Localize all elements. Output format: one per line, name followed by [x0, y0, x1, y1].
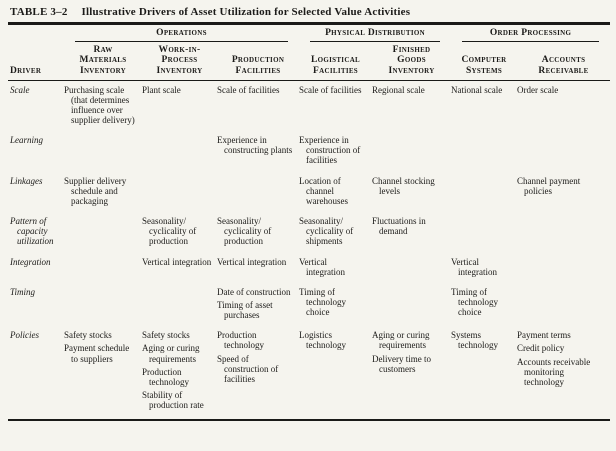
table-cell	[372, 172, 451, 212]
table-cell	[517, 131, 610, 171]
table-cell	[142, 80, 217, 131]
table-cell	[217, 131, 299, 171]
table-cell	[451, 212, 517, 252]
cell-text: Timing of technology choice	[451, 286, 499, 318]
column-header-computer-systems	[451, 42, 517, 80]
cell-text: Timing of asset purchases	[217, 300, 273, 321]
group-header-row	[8, 25, 610, 42]
group-header-label: Order Processing	[462, 25, 599, 42]
group-header-operations	[64, 25, 299, 42]
cell-text: Order scale	[517, 84, 559, 95]
cell-text: Experience in construction of facilities	[299, 135, 361, 166]
driver-cell	[8, 131, 64, 171]
column-header-line: Production	[231, 55, 285, 66]
cell-text: Stability of production rate	[142, 390, 204, 411]
table-cell	[299, 172, 372, 212]
table-cell	[142, 212, 217, 252]
column-header-line: Accounts	[541, 55, 586, 66]
table-cell	[64, 172, 142, 212]
column-header-line: Finished	[392, 44, 431, 55]
driver-cell	[8, 283, 64, 326]
cell-text: Vertical integration	[451, 256, 498, 277]
cell-text: Systems technology	[451, 330, 499, 351]
column-header-line: Inventory	[156, 65, 203, 76]
cell-text: Seasonality/ cyclicality of shipments	[299, 216, 354, 247]
table-cell	[451, 131, 517, 171]
table-cell	[64, 283, 142, 326]
cell-text: Production technology	[142, 366, 189, 387]
column-header-line: Inventory	[388, 65, 435, 76]
column-header-line: Receivable	[538, 65, 589, 76]
column-header-line: Work-in-	[158, 44, 201, 55]
table-body	[8, 80, 610, 420]
driver-cell	[8, 172, 64, 212]
driver-label: Integration	[10, 256, 51, 267]
table-cell	[517, 212, 610, 252]
cell-text: Logistics technology	[299, 330, 347, 351]
drivers-table	[8, 25, 610, 421]
table-cell	[299, 212, 372, 252]
column-header-line: Facilities	[235, 65, 281, 76]
cell-text: Plant scale	[142, 84, 181, 95]
table-cell	[217, 326, 299, 420]
table-cell	[299, 326, 372, 420]
driver-label: Linkages	[10, 175, 43, 186]
cell-text: Location of channel warehouses	[299, 175, 349, 206]
column-header-row	[8, 42, 610, 80]
table-cell	[372, 283, 451, 326]
table-cell	[372, 326, 451, 420]
table-cell	[142, 172, 217, 212]
table-cell	[64, 80, 142, 131]
column-header-finished-goods-inventory	[372, 42, 451, 80]
cell-text: Supplier delivery schedule and packaging	[64, 175, 127, 206]
column-header-line: Process	[161, 55, 198, 66]
table-cell	[451, 283, 517, 326]
driver-label: Pattern of capacity utilization	[10, 216, 54, 247]
table-cell	[517, 172, 610, 212]
cell-text: Vertical integration	[217, 256, 287, 267]
column-header-line: Computer	[461, 55, 507, 66]
table-row-scale	[8, 80, 610, 131]
column-header-work-in-process-inventory	[142, 42, 217, 80]
table-cell	[517, 326, 610, 420]
table-cell	[64, 253, 142, 283]
group-header-label: Physical Distribution	[310, 25, 440, 42]
cell-text: Delivery time to customers	[372, 353, 431, 374]
table-cell	[451, 326, 517, 420]
cell-text: Production technology	[217, 330, 264, 351]
table-cell	[299, 283, 372, 326]
column-header-line: Goods	[397, 55, 426, 66]
column-header-line: Materials	[79, 55, 127, 66]
table-cell	[142, 253, 217, 283]
table-row-policies	[8, 326, 610, 420]
driver-cell	[8, 212, 64, 252]
driver-label: Timing	[10, 286, 36, 297]
table-cell	[217, 172, 299, 212]
cell-text: Scale of facilities	[299, 84, 362, 95]
table-cell	[142, 326, 217, 420]
table-cell	[217, 253, 299, 283]
column-header-line: Inventory	[79, 65, 127, 76]
cell-text: Vertical integration	[299, 256, 346, 277]
group-header-label: Operations	[75, 25, 288, 42]
driver-label: Policies	[10, 330, 39, 341]
column-header-logistical-facilities	[299, 42, 372, 80]
table-cell	[217, 80, 299, 131]
table-cell	[64, 326, 142, 420]
column-header-raw-materials-inventory	[64, 42, 142, 80]
table-cell	[217, 283, 299, 326]
table-cell	[517, 253, 610, 283]
cell-text: Regional scale	[372, 84, 425, 95]
cell-text: Fluctuations in demand	[372, 216, 426, 237]
table-cell	[299, 80, 372, 131]
cell-text: Vertical integration	[142, 256, 212, 267]
group-header-corner	[8, 25, 64, 42]
column-header-line: Facilities	[313, 65, 359, 76]
table-cell	[142, 131, 217, 171]
table-cell	[299, 131, 372, 171]
cell-text: Payment terms	[517, 330, 571, 341]
cell-text: National scale	[451, 84, 503, 95]
cell-text: Aging or curing requirements	[372, 330, 430, 351]
cell-text: Aging or curing requirements	[142, 343, 200, 364]
cell-text: Speed of construction of facilities	[217, 353, 279, 384]
table-row-timing	[8, 283, 610, 326]
table-cell	[299, 253, 372, 283]
table-cell	[372, 131, 451, 171]
cell-text: Safety stocks	[64, 330, 112, 341]
table-cell	[451, 172, 517, 212]
driver-cell	[8, 326, 64, 420]
group-header-order-processing	[451, 25, 610, 42]
table-cell	[451, 80, 517, 131]
cell-text: Channel stocking levels	[372, 175, 435, 196]
table-row-pattern-of-capacity-utilization	[8, 212, 610, 252]
cell-text: Accounts receivable monitoring technology	[517, 356, 591, 387]
driver-cell	[8, 253, 64, 283]
table-cell	[517, 283, 610, 326]
page-title	[8, 3, 610, 25]
table-cell	[142, 283, 217, 326]
table-row-integration	[8, 253, 610, 283]
cell-text: Scale of facilities	[217, 84, 280, 95]
cell-text: Experience in constructing plants	[217, 135, 293, 156]
column-header-production-facilities	[217, 42, 299, 80]
table-number-label: TABLE 3–2	[10, 6, 68, 18]
table-row-linkages	[8, 172, 610, 212]
table-cell	[517, 80, 610, 131]
driver-label: Learning	[10, 135, 44, 146]
column-header-accounts-receivable	[517, 42, 610, 80]
column-header-line: Systems	[465, 65, 503, 76]
cell-text: Payment schedule to suppliers	[64, 343, 130, 364]
cell-text: Purchasing scale (that determines influence over supplier delivery)	[64, 84, 135, 125]
table-cell	[64, 131, 142, 171]
driver-column-header: Driver	[8, 42, 64, 80]
cell-text: Safety stocks	[142, 330, 190, 341]
table-cell	[372, 253, 451, 283]
group-header-physical-distribution	[299, 25, 451, 42]
cell-text: Seasonality/ cyclicality of production	[142, 216, 197, 247]
table-cell	[372, 212, 451, 252]
table-cell	[372, 80, 451, 131]
cell-text: Seasonality/ cyclicality of production	[217, 216, 272, 247]
table-title-text: Illustrative Drivers of Asset Utilization for Selected Value Activities	[81, 6, 411, 18]
cell-text: Credit policy	[517, 343, 565, 354]
column-header-line: Raw	[93, 44, 113, 55]
cell-text: Channel payment policies	[517, 175, 581, 196]
table-cell	[451, 253, 517, 283]
table-cell	[217, 212, 299, 252]
cell-text: Timing of technology choice	[299, 286, 347, 318]
cell-text: Date of construction	[217, 286, 291, 297]
table-cell	[64, 212, 142, 252]
driver-cell	[8, 80, 64, 131]
driver-label: Scale	[10, 84, 30, 95]
column-header-line: Logistical	[311, 55, 361, 66]
table-row-learning	[8, 131, 610, 171]
